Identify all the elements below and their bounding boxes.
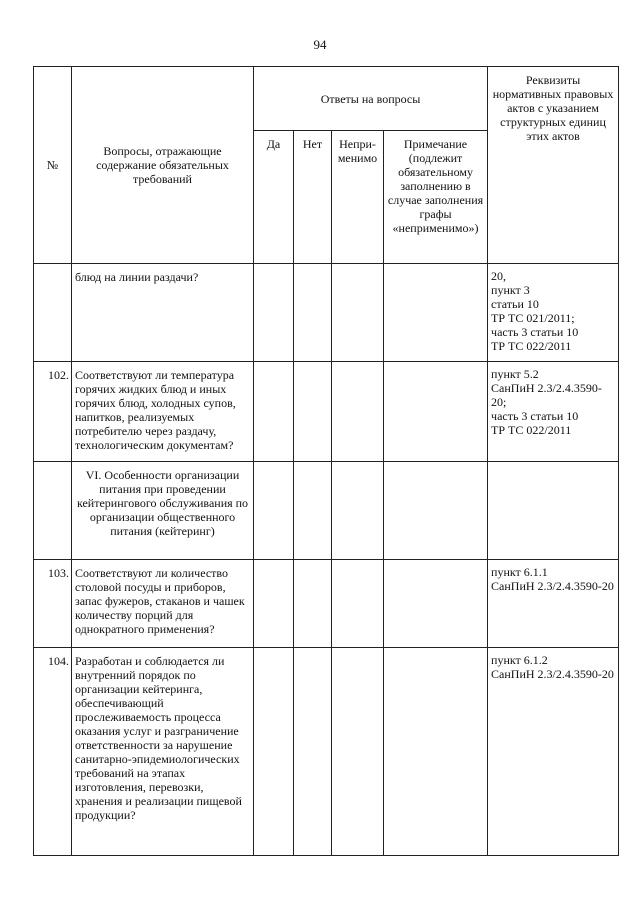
checklist-table	[33, 66, 619, 856]
cell-yes[interactable]	[254, 462, 294, 560]
cell-no[interactable]	[294, 462, 332, 560]
cell-yes[interactable]	[254, 560, 294, 648]
row-num: 104.	[34, 648, 72, 856]
section-row	[34, 462, 619, 560]
header-yes: Да	[254, 131, 294, 264]
header-requisites: Реквизиты нормативных правовых актов с указанием структурных единиц этих актов	[488, 67, 619, 264]
row-num	[34, 462, 72, 560]
row-question: Соответствуют ли количество столовой посуды и приборов, запас фужеров, стаканов и чашек количеству порций для однократного применения?	[72, 560, 254, 648]
header-na: Непри-менимо	[332, 131, 384, 264]
cell-yes[interactable]	[254, 264, 294, 362]
section-title: VI. Особенности организации питания при проведении кейтерингового обслуживания по организации общественного питания (кейтеринг)	[72, 462, 254, 560]
row-question: Соответствуют ли температура горячих жидких блюд и иных горячих блюд, холодных супов, напитков, реализуемых потребителю через раздачу, технологическим документам?	[72, 362, 254, 462]
row-requisites	[488, 462, 619, 560]
cell-yes[interactable]	[254, 648, 294, 856]
table-row	[34, 264, 619, 362]
cell-na[interactable]	[332, 648, 384, 856]
row-num	[34, 264, 72, 362]
row-num: 102.	[34, 362, 72, 462]
cell-no[interactable]	[294, 560, 332, 648]
cell-na[interactable]	[332, 264, 384, 362]
header-questions: Вопросы, отражающие содержание обязательных требований	[72, 67, 254, 264]
row-requisites: 20, пункт 3 статьи 10 ТР ТС 021/2011; часть 3 статьи 10 ТР ТС 022/2011	[488, 264, 619, 362]
table-row	[34, 560, 619, 648]
cell-note[interactable]	[384, 264, 488, 362]
cell-yes[interactable]	[254, 362, 294, 462]
cell-na[interactable]	[332, 362, 384, 462]
header-answers: Ответы на вопросы	[254, 67, 488, 131]
row-requisites: пункт 6.1.1 СанПиН 2.3/2.4.3590-20	[488, 560, 619, 648]
header-num: №	[34, 67, 72, 264]
cell-no[interactable]	[294, 362, 332, 462]
header-no: Нет	[294, 131, 332, 264]
cell-note[interactable]	[384, 462, 488, 560]
row-question: блюд на линии раздачи?	[72, 264, 254, 362]
cell-note[interactable]	[384, 362, 488, 462]
row-num: 103.	[34, 560, 72, 648]
header-note: Примечание (подлежит обязательному заполнению в случае заполнения графы «неприменимо»)	[384, 131, 488, 264]
table-row	[34, 648, 619, 856]
table-row	[34, 362, 619, 462]
cell-na[interactable]	[332, 560, 384, 648]
cell-no[interactable]	[294, 264, 332, 362]
cell-na[interactable]	[332, 462, 384, 560]
cell-no[interactable]	[294, 648, 332, 856]
row-requisites: пункт 5.2 СанПиН 2.3/2.4.3590-20; часть 3 статьи 10 ТР ТС 022/2011	[488, 362, 619, 462]
row-question: Разработан и соблюдается ли внутренний порядок по организации кейтеринга, обеспечивающий прослеживаемость процесса оказания услуг и разграничение ответственности за нарушение санитарно-эпидемиологических требований на этапах изготовления, перевозки, хранения и реализации пищевой продукции?	[72, 648, 254, 856]
cell-note[interactable]	[384, 648, 488, 856]
row-requisites: пункт 6.1.2 СанПиН 2.3/2.4.3590-20	[488, 648, 619, 856]
cell-note[interactable]	[384, 560, 488, 648]
page-number: 94	[313, 37, 327, 52]
